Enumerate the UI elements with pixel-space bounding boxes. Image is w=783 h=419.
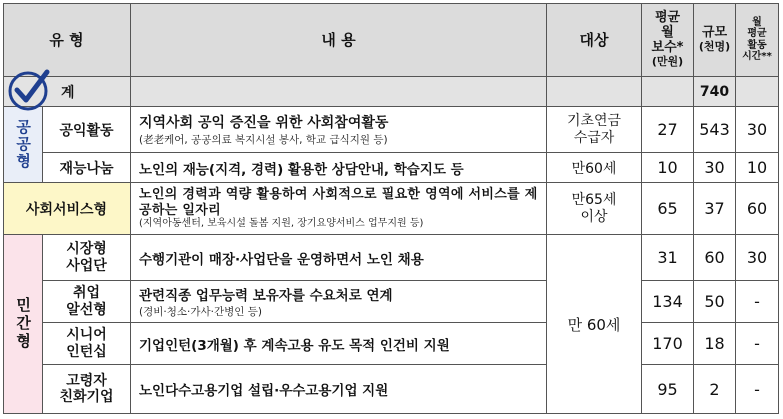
row-market-scale [694, 235, 736, 281]
total-scale [694, 77, 736, 107]
row-social-service-content [131, 183, 547, 235]
talent-sharing-content-text: 노인의 재능(지격, 경력) 활용한 상담안내, 학습지도 등 [139, 161, 464, 178]
market-name-line1: 시장형 [66, 241, 107, 258]
row-friendly-company-content [131, 365, 547, 414]
row-social-service-pay [642, 183, 694, 235]
row-placement-scale [694, 281, 736, 323]
total-scale-text: 740 [699, 83, 730, 100]
row-friendly-company-hours [736, 365, 779, 414]
header-pay-line4: (만원) [651, 54, 684, 68]
talent-sharing-hours-text: 10 [746, 158, 768, 177]
intern-name-line1: 시니어 [66, 327, 107, 344]
row-public-activity-name [43, 107, 131, 153]
row-friendly-company-name [43, 365, 131, 414]
header-target-text: 대상 [579, 31, 609, 49]
row-intern-content [131, 323, 547, 365]
header-hours-line2: 평균 [747, 28, 767, 39]
row-talent-sharing-hours [736, 153, 779, 183]
row-intern-hours [736, 323, 779, 365]
public-activity-hours-text: 30 [746, 120, 768, 139]
placement-pay-text: 134 [652, 292, 683, 311]
private-target-text: 만 60세 [567, 315, 621, 334]
market-name-line2: 사업단 [66, 257, 107, 274]
header-type-text: 유 형 [49, 31, 84, 49]
group-public-label: 공공형 [14, 119, 33, 170]
placement-hours-text: - [754, 292, 760, 311]
placement-name-line2: 알선형 [66, 301, 107, 318]
group-social-label: 사회서비스형 [25, 201, 108, 218]
intern-hours-text: - [754, 334, 760, 353]
public-activity-target-line1: 기초연금 [566, 113, 622, 130]
row-placement-hours [736, 281, 779, 323]
row-intern-scale [694, 323, 736, 365]
social-service-scale-text: 37 [704, 199, 725, 218]
row-public-activity-hours [736, 107, 779, 153]
row-talent-sharing-name [43, 153, 131, 183]
total-content [131, 77, 547, 107]
public-activity-scale-text: 543 [699, 120, 730, 139]
row-market-content [131, 235, 547, 281]
header-hours [736, 3, 779, 77]
social-service-target-line2: 이상 [580, 208, 608, 225]
placement-content-text: 관련직종 업무능력 보유자를 수요처로 연계 [139, 288, 393, 304]
private-target [547, 235, 642, 414]
header-scale-line2: (천명) [698, 39, 731, 53]
social-service-pay-text: 65 [657, 199, 678, 218]
talent-sharing-scale-text: 30 [704, 158, 725, 177]
header-hours-line1: 월 [752, 16, 762, 28]
group-private-label: 민간형 [14, 297, 33, 351]
placement-content-sub: (경비·청소·가사·간병인 등) [139, 306, 262, 318]
public-activity-pay-text: 27 [657, 120, 678, 139]
row-talent-sharing-content [131, 153, 547, 183]
friendly-company-pay-text: 95 [657, 379, 678, 399]
total-hours [736, 77, 779, 107]
row-placement-pay [642, 281, 694, 323]
header-scale [694, 3, 736, 77]
row-public-activity-scale [694, 107, 736, 153]
public-activity-content-text: 지역사회 공익 증진을 위한 사회참여활동 [139, 115, 389, 131]
row-public-activity-target [547, 107, 642, 153]
group-social-service [3, 183, 131, 235]
total-pay [642, 77, 694, 107]
row-social-service-scale [694, 183, 736, 235]
row-market-name [43, 235, 131, 281]
friendly-company-content-text: 노인다수고용기업 설립·우수고용기업 지원 [139, 383, 389, 399]
check-circle-icon [7, 66, 53, 112]
row-friendly-company-scale [694, 365, 736, 414]
talent-sharing-target-text: 만60세 [571, 160, 617, 177]
row-talent-sharing-pay [642, 153, 694, 183]
job-type-table [3, 3, 779, 414]
public-activity-content-sub: (老老케어, 공공의료 복지시설 봉사, 학교 급식지원 등) [139, 134, 388, 146]
header-hours-line4: 시간** [742, 51, 772, 62]
header-pay-line1: 평균 [654, 9, 681, 25]
placement-name-line1: 취업 [72, 285, 101, 302]
header-pay-line3: 보수* [651, 39, 684, 55]
row-intern-name [43, 323, 131, 365]
intern-scale-text: 18 [704, 334, 725, 353]
intern-pay-text: 170 [652, 334, 683, 353]
row-talent-sharing-target [547, 153, 642, 183]
row-public-activity-pay [642, 107, 694, 153]
social-service-hours-text: 60 [746, 199, 768, 218]
header-pay [642, 3, 694, 77]
header-hours-line3: 활동 [747, 39, 767, 51]
talent-sharing-pay-text: 10 [657, 158, 678, 177]
social-service-content-text: 노인의 경력과 역량 활용하여 사회적으로 필요한 영역에 서비스를 제공하는 일자리 [139, 186, 538, 218]
intern-name-line2: 인턴십 [66, 343, 107, 360]
public-activity-name-text: 공익활동 [59, 122, 114, 139]
group-public [3, 107, 43, 183]
row-market-pay [642, 235, 694, 281]
total-label-text: 계 [61, 84, 75, 101]
friendly-company-hours-text: - [754, 379, 760, 399]
total-target [547, 77, 642, 107]
row-friendly-company-pay [642, 365, 694, 414]
social-service-target-line1: 만65세 [571, 192, 617, 209]
friendly-company-name-line2: 친화기업 [59, 389, 114, 405]
header-content [131, 3, 547, 77]
group-private [3, 235, 43, 414]
header-pay-line2: 월 [661, 24, 674, 40]
friendly-company-name-line1: 고령자 [66, 372, 107, 389]
market-pay-text: 31 [657, 248, 678, 267]
talent-sharing-name-text: 재능나눔 [59, 160, 114, 177]
friendly-company-scale-text: 2 [709, 379, 720, 399]
placement-scale-text: 50 [704, 292, 725, 311]
header-target [547, 3, 642, 77]
market-hours-text: 30 [746, 248, 768, 267]
row-market-hours [736, 235, 779, 281]
row-placement-content [131, 281, 547, 323]
market-content-text: 수행기관이 매장·사업단을 운영하면서 노인 채용 [139, 251, 424, 268]
intern-content-text: 기업인턴(3개월) 후 계속고용 유도 목적 인건비 지원 [139, 337, 450, 354]
row-social-service-target [547, 183, 642, 235]
social-service-content-sub: (지역아동센터, 보육시설 돌봄 지원, 장기요양서비스 업무지원 등) [139, 218, 424, 230]
row-public-activity-content [131, 107, 547, 153]
market-scale-text: 60 [704, 248, 725, 267]
row-placement-name [43, 281, 131, 323]
row-intern-pay [642, 323, 694, 365]
header-content-text: 내 용 [321, 31, 356, 49]
row-talent-sharing-scale [694, 153, 736, 183]
header-scale-line1: 규모 [701, 24, 728, 40]
public-activity-target-line2: 수급자 [573, 129, 615, 146]
row-social-service-hours [736, 183, 779, 235]
